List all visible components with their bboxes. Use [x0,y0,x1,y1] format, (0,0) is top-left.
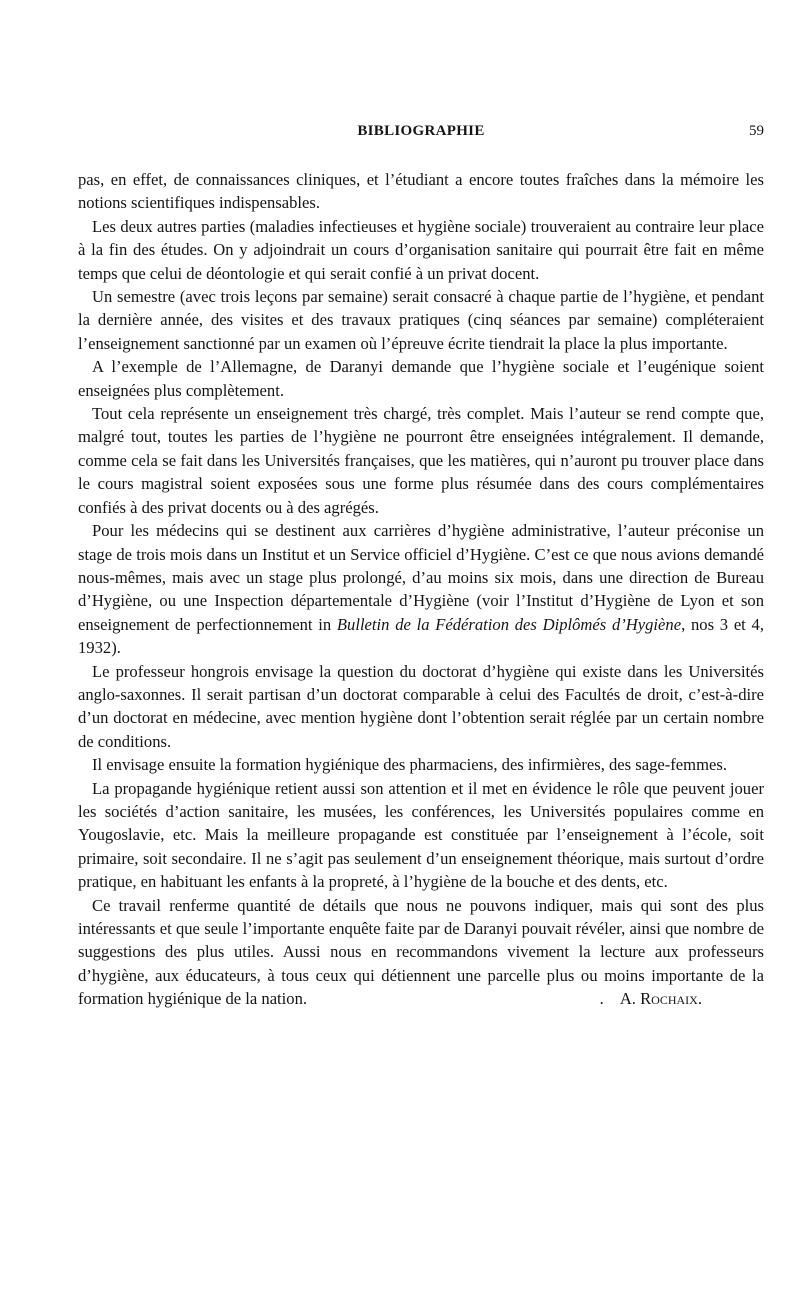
author-name: A. Rochaix. [619,989,702,1009]
page-number: 59 [749,123,764,139]
paragraph-3: Un semestre (avec trois leçons par semaine) serait consacré à chaque partie de l’hygiène, et pendant la dernière année, des visites et des travaux pratiques (cinq séances par semaine) compléteraient l’enseignement sanctionné par un examen où l’épreuve écrite tiendrait la place la plus importante. [78,287,764,353]
signature-dot: . [599,989,604,1009]
paragraph-10 [78,894,764,1011]
journal-reference: , nos 3 et 4, 1932). [78,614,764,658]
running-header [78,123,764,143]
closing-text: Ce travail renferme quantité de détails que nous ne pouvons indiquer, mais qui sont des plus intéressants et que seule l’importante enquête faite par de Daranyi pouvait révéler, ainsi que nombre de suggestions des plus utiles. Aussi nous en recommandons vivement la lecture aux professeurs d’hygiène, aux éducateurs, à tous ceux qui détiennent une parcelle plus ou moins importante de la formation hygiénique de la nation. [78,895,764,1009]
section-title: BIBLIOGRAPHIE [357,123,485,139]
paragraph-8: Il envisage ensuite la formation hygiénique des pharmaciens, des infirmières, des sage-femmes. [92,755,727,775]
paragraph-5: Tout cela représente un enseignement très chargé, très complet. Mais l’auteur se rend compte que, malgré tout, toutes les parties de l’hygiène ne pourront être enseignées intégralement. Il demande, comme cela se fait dans les Universités françaises, que les matières, qui n’auront pu trouver place dans le cours magistral soient exposées sous une forme plus résumée dans des cours complémentaires confiés à des privat docents ou à des agrégés. [78,404,764,517]
paragraph-4: A l’exemple de l’Allemagne, de Daranyi demande que l’hygiène sociale et l’eugénique soient enseignées plus complètement. [78,357,764,400]
body-text [78,168,764,1011]
paragraph-7: Le professeur hongrois envisage la question du doctorat d’hygiène qui existe dans les Universités anglo-saxonnes. Il serait partisan d’un doctorat comparable à celui des Facultés de droit, c’est-à-dire d’un doctorat en médecine, avec mention hygiène dont l’obtention serait réglée par un certain nombre de conditions. [78,661,764,751]
paragraph-2: Les deux autres parties (maladies infectieuses et hygiène sociale) trouveraient au contraire leur place à la fin des études. On y adjoindrait un cours d’organisation sanitaire qui pourrait être fait en même temps que celui de déontologie et qui serait confié à un privat docent. [78,216,764,283]
paragraph-9: La propagande hygiénique retient aussi son attention et il met en évidence le rôle que peuvent jouer les sociétés d’action sanitaire, les musées, les conférences, les Universités populaires comme en Yougoslavie, etc. Mais la meilleure propagande est constituée par l’enseignement à l’école, soit primaire, soit secondaire. Il ne s’agit pas seulement d’un enseignement théorique, mais surtout d’ordre pratique, en habituant les enfants à la propreté, à l’hygiène de la bouche et des dents, etc. [78,778,764,892]
paragraph-6-text: Pour les médecins qui se destinent aux carrières d’hygiène administrative, l’auteur préconise un stage de trois mois dans un Institut et un Service officiel d’Hygiène. C’est ce que nous avions demandé nous-mêmes, mais avec un stage plus prolongé, d’au moins six mois, dans une direction de Bureau d’Hygiène, ou une Inspection départementale d’Hygiène (voir l’Institut d’Hygiène de Lyon et son enseignement de perfectionnement in [78,521,764,634]
paragraph-6 [78,519,764,659]
author-signature [586,987,702,1010]
paragraph-1: pas, en effet, de connaissances cliniques, et l’étudiant a encore toutes fraîches dans la mémoire les notions scientifiques indispensables. [78,170,764,213]
journal-title: Bulletin de la Fédération des Diplômés d’Hygiène [336,614,682,634]
